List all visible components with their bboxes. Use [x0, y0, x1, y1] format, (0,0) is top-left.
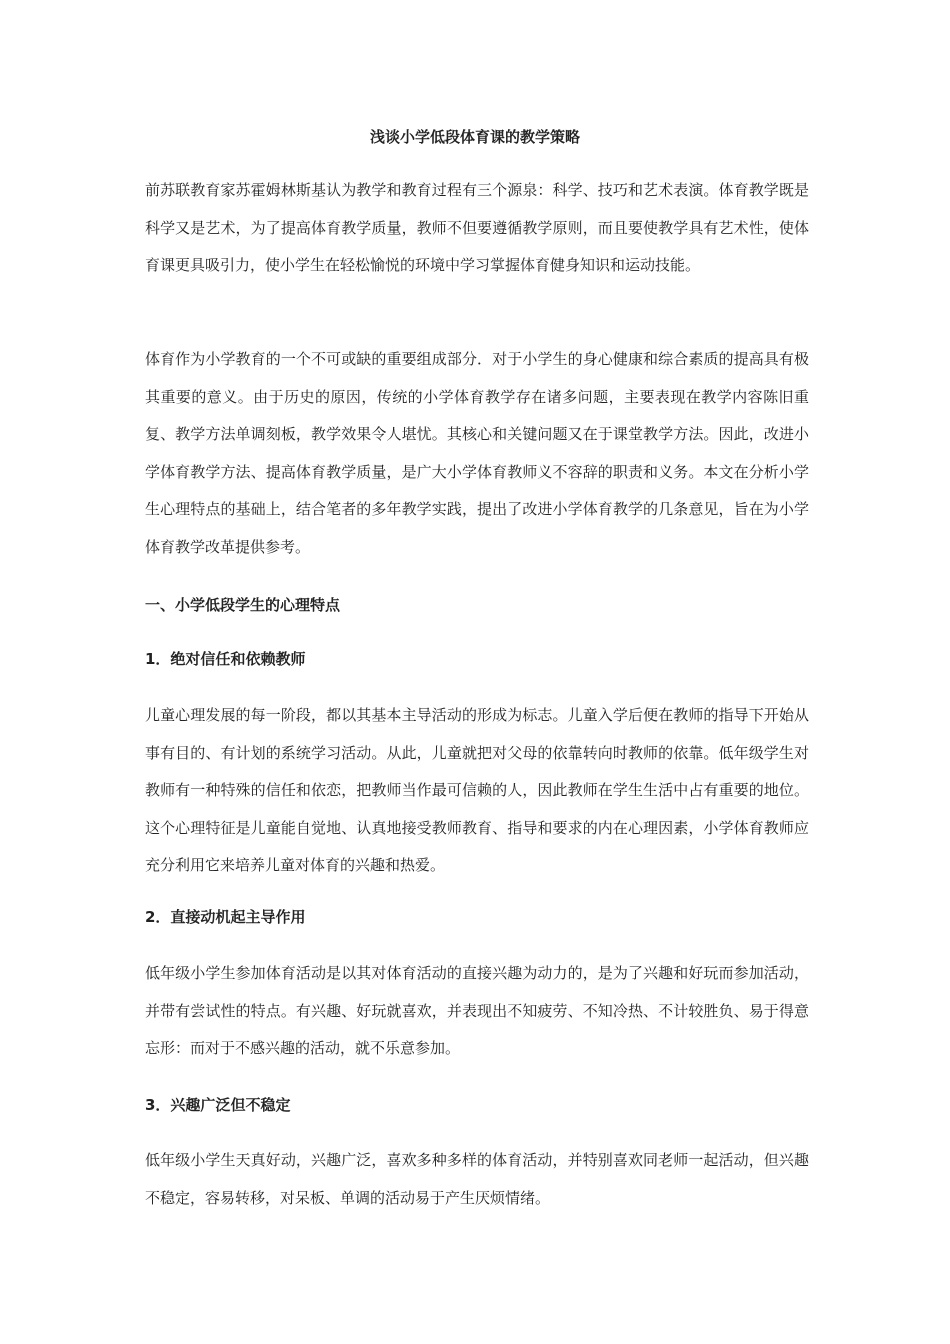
section-heading: 一、小学低段学生的心理特点: [145, 596, 341, 614]
subsection-body-1: 儿童心理发展的每一阶段，都以其基本主导活动的形成为标志。儿童入学后便在教师的指导下开始从事有目的、有计划的系统学习活动。从此，儿童就把对父母的依靠转向时教师的依靠。低年级学生对教师有一种特殊的信任和依恋，把教师当作最可信赖的人，因此教师在学生生活中占有重要的地位。这个心理特征是儿童能自觉地、认真地接受教师教育、指导和要求的内在心理因素，小学体育教师应充分利用它来培养儿童对体育的兴趣和热爱。: [145, 706, 809, 875]
intro-paragraph-2: 体育作为小学教育的一个不可或缺的重要组成部分．对于小学生的身心健康和综合素质的提高具有极其重要的意义。由于历史的原因，传统的小学体育教学存在诸多问题，主要表现在教学内容陈旧重复、教学方法单调刻板，教学效果令人堪忧。其核心和关键问题又在于课堂教学方法。因此，改进小学体育教学方法、提高体育教学质量，是广大小学体育教师义不容辞的职责和义务。本文在分析小学生心理特点的基础上，结合笔者的多年教学实践，提出了改进小学体育教学的几条意见，旨在为小学体育教学改革提供参考。: [145, 350, 809, 556]
intro-paragraph-1: 前苏联教育家苏霍姆林斯基认为教学和教育过程有三个源泉：科学、技巧和艺术表演。体育教学既是科学又是艺术，为了提高体育教学质量，教师不但要遵循教学原则，而且要使教学具有艺术性，使体育课更具吸引力，使小学生在轻松愉悦的环境中学习掌握体育健身知识和运动技能。: [145, 181, 809, 275]
subsection-title-2: 2．直接动机起主导作用: [145, 908, 306, 926]
subsection-body-3: 低年级小学生天真好动，兴趣广泛，喜欢多种多样的体育活动，并特别喜欢同老师一起活动，但兴趣不稳定，容易转移，对呆板、单调的活动易于产生厌烦情绪。: [145, 1151, 809, 1207]
subsection-body-2: 低年级小学生参加体育活动是以其对体育活动的直接兴趣为动力的，是为了兴趣和好玩而参加活动，并带有尝试性的特点。有兴趣、好玩就喜欢，并表现出不知疲劳、不知冷热、不计较胜负、易于得意忘形：而对于不感兴趣的活动，就不乐意参加。: [145, 964, 809, 1058]
subsection-title-3: 3．兴趣广泛但不稳定: [145, 1096, 291, 1114]
document-title: 浅谈小学低段体育课的教学策略: [369, 128, 580, 146]
subsection-title-1: 1．绝对信任和依赖教师: [145, 650, 306, 668]
